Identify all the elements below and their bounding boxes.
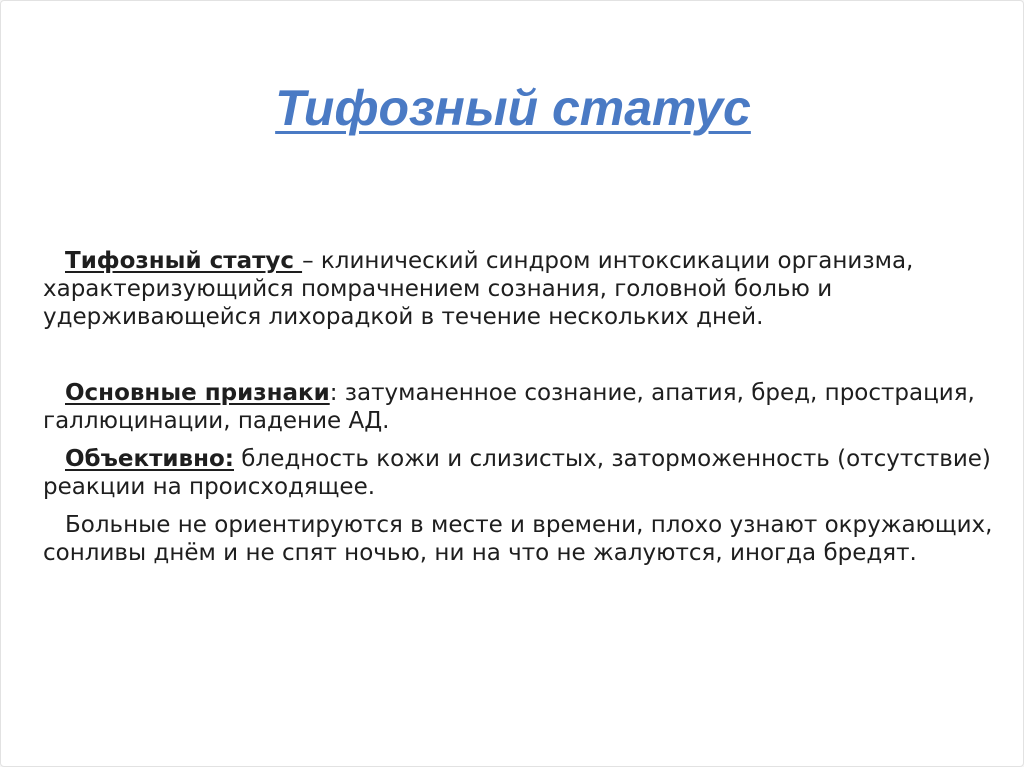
slide-title-text: Тифозный статус (275, 80, 751, 136)
objective-label: Объективно: (65, 446, 234, 472)
main-signs-text: : затуманенное сознание, апатия, бред, прострация, галлюцинации, падение АД. (43, 380, 975, 434)
slide-title (1, 79, 1024, 137)
objective-text: бледность кожи и слизистых, заторможенность (отсутствие) реакции на происходящее. (43, 446, 991, 500)
definition-label: Тифозный статус (65, 248, 303, 274)
slide-body (43, 247, 993, 567)
paragraph-definition (43, 247, 993, 331)
paragraph-patients (43, 511, 993, 567)
paragraph-objective (43, 445, 993, 501)
patients-text: Больные не ориентируются в месте и времени, плохо узнают окружающих, сонливы днём и не спят ночью, ни на что не жалуются, иногда бредят. (43, 512, 993, 566)
definition-text: – клинический синдром интоксикации организма, характеризующийся помрачнением сознания, головной болью и удерживающейся лихорадкой в течение нескольких дней. (43, 248, 914, 330)
paragraph-main-signs (43, 379, 993, 435)
main-signs-label: Основные признаки (65, 380, 330, 406)
